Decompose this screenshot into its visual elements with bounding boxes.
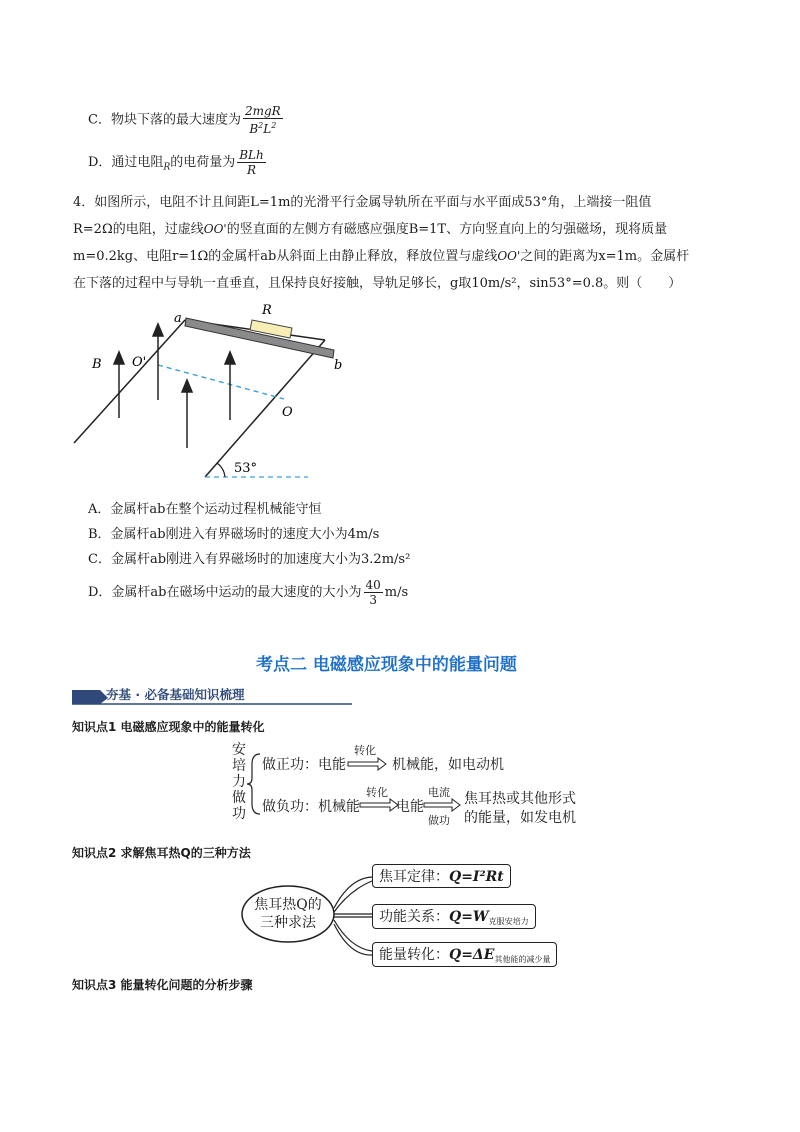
kp1-work-label: 做功 [428, 814, 450, 827]
option-c [88, 104, 285, 136]
label-O: O [282, 405, 293, 420]
answer-d-fraction: $\frac{40}{3}$ [365, 578, 381, 607]
label-B: B [92, 357, 102, 372]
answer-b: B．金属杆ab刚进入有界磁场时的速度大小为4m/s [88, 527, 380, 542]
kp2-center-label: 焦耳热Q的 三种求法 [254, 897, 322, 931]
section-title: 考点二 电磁感应现象中的能量问题 [256, 655, 517, 675]
magnetic-field-arrows [114, 324, 235, 448]
q4-line3: m=0.2kg、电阻r=1Ω的金属杆ab从斜面上由静止释放，释放位置与虚线OO'之间的距离为x=1m。金属杆 [73, 249, 690, 264]
angle-arc [217, 463, 225, 477]
kp1-negative-mid: 电能 [396, 799, 424, 815]
answer-a: A．金属杆ab在整个运动过程机械能守恒 [88, 502, 322, 517]
label-R: R [262, 303, 272, 318]
kp1-negative-result-1: 焦耳热或其他形式 [464, 791, 576, 807]
kp1-negative-result-2: 的能量，如发电机 [464, 810, 576, 826]
kp3-title: 知识点3 能量转化问题的分析步骤 [72, 978, 253, 992]
option-c-fraction [243, 104, 283, 136]
kp1-positive-result: 机械能，如电动机 [392, 757, 504, 773]
method-energy-conversion: 能量转化：$Q=\Delta E_{其他能的减少量}$ [372, 942, 557, 967]
arrow-head [153, 324, 163, 336]
option-c-denominator: $B^2L^2$ [249, 121, 277, 136]
label-O-prime: O' [132, 355, 147, 370]
option-d-fraction: $\frac{\text{BLh}}{R}$ [239, 148, 264, 177]
option-d-prev [88, 148, 268, 177]
label-a: a [174, 311, 182, 326]
section-banner [72, 684, 352, 706]
arrow-head [225, 352, 235, 364]
incline-rail-figure [70, 300, 360, 490]
kp1-negative-work: 做负功：机械能 [262, 799, 360, 815]
right-rail [205, 340, 325, 477]
option-c-text: C．物块下落的最大速度为 [88, 112, 241, 128]
answer-d-unit: m/s [384, 585, 409, 600]
kp1-neg-arrow-label: 转化 [366, 786, 388, 799]
q4-line1: 4．如图所示，电阻不计且间距L=1m的光滑平行金属导轨所在平面与水平面成53°角，上端接一阻值 [73, 195, 652, 210]
banner-label: 夯基 · 必备基础知识梳理 [106, 687, 245, 702]
kp1-title: 知识点1 电磁感应现象中的能量转化 [72, 720, 265, 734]
kp1-vertical-label: 安 培 力 做 功 [232, 742, 246, 822]
q4-line4: 在下落的过程中与导轨一直垂直，且保持良好接触，导轨足够长，g取10m/s²，sin53°=0.8。则（ ） [73, 276, 682, 291]
option-d-text: D．通过电阻 [88, 155, 164, 170]
option-d-text2: 的电荷量为 [170, 155, 236, 170]
label-angle: 53° [234, 461, 258, 476]
q4-line2: R=2Ω的电阻，过虚线OO'的竖直面的左侧方有磁感应强度B=1T、方向竖直向上的匀强磁场，现将质量 [73, 222, 668, 237]
kp1-diagram [230, 740, 590, 830]
dashed-line-oo [158, 365, 284, 399]
left-rail [74, 320, 185, 443]
label-b: b [334, 358, 343, 373]
answer-c: C．金属杆ab刚进入有界磁场时的加速度大小为3.2m/s² [88, 552, 411, 567]
kp1-current-label: 电流 [428, 786, 450, 799]
kp2-diagram [240, 860, 580, 970]
kp1-pos-arrow-label: 转化 [354, 744, 376, 757]
method-joule-law: 焦耳定律：Q=I²Rt [372, 864, 511, 888]
kp2-title: 知识点2 求解焦耳热Q的三种方法 [72, 846, 251, 860]
kp1-positive-work: 做正功：电能 [262, 757, 346, 773]
option-d-sub: R [163, 162, 171, 173]
question-4 [73, 189, 733, 297]
option-c-numerator: 2mgR [244, 104, 281, 118]
answer-d-text: D．金属杆ab在磁场中运动的最大速度的大小为 [88, 585, 362, 600]
arrow-head [114, 352, 124, 364]
method-work-energy: 功能关系：$Q=W_{克服安培力}$ [372, 904, 536, 929]
answer-d [88, 578, 408, 607]
arrow-head [182, 380, 192, 392]
